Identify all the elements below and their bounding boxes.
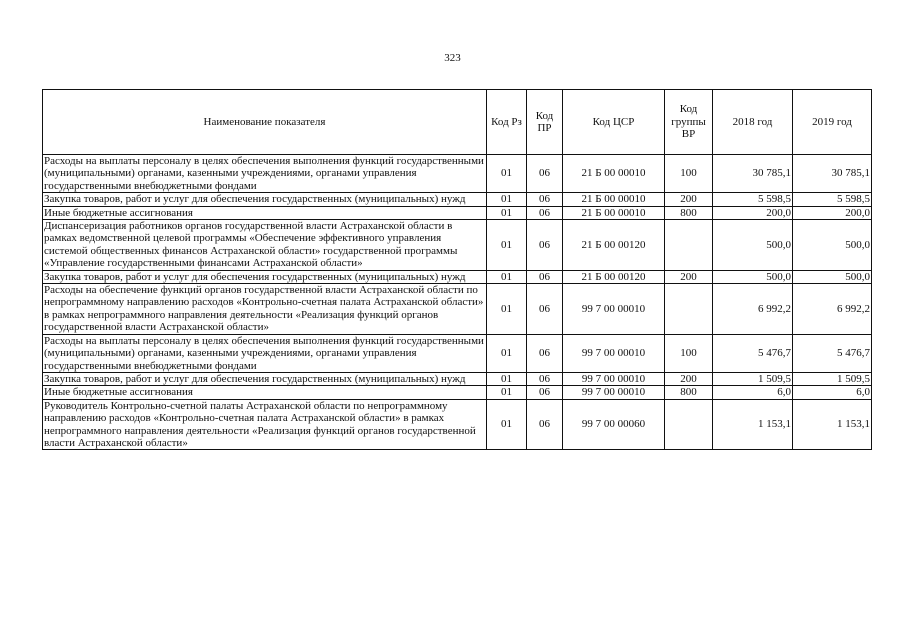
row-rz: 01 [487, 334, 527, 372]
row-csr: 21 Б 00 00120 [563, 220, 665, 271]
row-name: Расходы на выплаты персоналу в целях обеспечения выполнения функций государственными (муниципальными) органами, казенными учреждениями, органами управления государственными внебюджетными фондами [43, 155, 487, 193]
row-rz: 01 [487, 270, 527, 283]
table-row [43, 193, 872, 206]
table-row [43, 220, 872, 271]
row-csr: 99 7 00 00010 [563, 284, 665, 335]
table-header-row [43, 90, 872, 155]
row-2019: 6,0 [793, 386, 872, 399]
row-name: Закупка товаров, работ и услуг для обеспечения государственных (муниципальных) нужд [43, 372, 487, 385]
row-2018: 500,0 [713, 270, 793, 283]
row-name: Расходы на обеспечение функций органов государственной власти Астраханской области по непрограммному направлению расходов «Контрольно-счетная палата Астраханской области» в рамках непрограммного направления деятельности «Реализация функций органов государственной власти Астраханской области» [43, 284, 487, 335]
row-pr: 06 [527, 206, 563, 219]
header-name: Наименование показателя [43, 90, 487, 155]
row-vr: 800 [665, 386, 713, 399]
row-vr: 200 [665, 372, 713, 385]
header-pr: Код ПР [527, 90, 563, 155]
row-vr: 800 [665, 206, 713, 219]
table-row [43, 284, 872, 335]
row-rz: 01 [487, 206, 527, 219]
row-vr: 200 [665, 193, 713, 206]
row-2019: 200,0 [793, 206, 872, 219]
row-2018: 6,0 [713, 386, 793, 399]
row-2018: 6 992,2 [713, 284, 793, 335]
row-name: Руководитель Контрольно-счетной палаты Астраханской области по непрограммному направлению расходов «Контрольно-счетная палата Астраханской области» в рамках непрограммного направления деятельности «Реализация функций органов государственной власти Астраханской области» [43, 399, 487, 450]
header-2019: 2019 год [793, 90, 872, 155]
row-rz: 01 [487, 155, 527, 193]
row-rz: 01 [487, 220, 527, 271]
row-csr: 21 Б 00 00010 [563, 155, 665, 193]
row-name: Иные бюджетные ассигнования [43, 206, 487, 219]
row-2019: 500,0 [793, 220, 872, 271]
row-vr: 100 [665, 334, 713, 372]
row-vr: 100 [665, 155, 713, 193]
row-2019: 1 153,1 [793, 399, 872, 450]
row-csr: 21 Б 00 00120 [563, 270, 665, 283]
header-rz: Код Рз [487, 90, 527, 155]
row-pr: 06 [527, 155, 563, 193]
row-csr: 21 Б 00 00010 [563, 206, 665, 219]
row-rz: 01 [487, 284, 527, 335]
header-csr: Код ЦСР [563, 90, 665, 155]
page-number: 323 [444, 52, 461, 64]
row-pr: 06 [527, 372, 563, 385]
row-vr [665, 220, 713, 271]
row-2019: 6 992,2 [793, 284, 872, 335]
row-rz: 01 [487, 372, 527, 385]
row-2019: 30 785,1 [793, 155, 872, 193]
table-row [43, 155, 872, 193]
row-csr: 99 7 00 00010 [563, 334, 665, 372]
row-name: Иные бюджетные ассигнования [43, 386, 487, 399]
row-2018: 1 153,1 [713, 399, 793, 450]
header-vr: Код группы ВР [665, 90, 713, 155]
table-row [43, 386, 872, 399]
row-2019: 500,0 [793, 270, 872, 283]
row-pr: 06 [527, 220, 563, 271]
row-2018: 1 509,5 [713, 372, 793, 385]
row-2018: 5 476,7 [713, 334, 793, 372]
table-row [43, 206, 872, 219]
row-pr: 06 [527, 399, 563, 450]
row-pr: 06 [527, 270, 563, 283]
row-rz: 01 [487, 399, 527, 450]
table-row [43, 270, 872, 283]
row-rz: 01 [487, 386, 527, 399]
row-csr: 99 7 00 00010 [563, 386, 665, 399]
table-row [43, 334, 872, 372]
budget-table [42, 89, 872, 450]
row-vr: 200 [665, 270, 713, 283]
row-2019: 1 509,5 [793, 372, 872, 385]
row-2018: 500,0 [713, 220, 793, 271]
table-row [43, 399, 872, 450]
row-name: Диспансеризация работников органов государственной власти Астраханской области в рамках ведомственной целевой программы «Обеспечение эффективного управления системой общественных финансов Астраханской области» государственной программы «Управление государственными финансами Астраханской области» [43, 220, 487, 271]
row-name: Закупка товаров, работ и услуг для обеспечения государственных (муниципальных) нужд [43, 193, 487, 206]
row-name: Расходы на выплаты персоналу в целях обеспечения выполнения функций государственными (муниципальными) органами, казенными учреждениями, органами управления государственными внебюджетными фондами [43, 334, 487, 372]
row-2019: 5 598,5 [793, 193, 872, 206]
row-pr: 06 [527, 284, 563, 335]
row-csr: 99 7 00 00010 [563, 372, 665, 385]
row-rz: 01 [487, 193, 527, 206]
row-csr: 99 7 00 00060 [563, 399, 665, 450]
header-2018: 2018 год [713, 90, 793, 155]
row-2018: 30 785,1 [713, 155, 793, 193]
row-pr: 06 [527, 386, 563, 399]
row-pr: 06 [527, 334, 563, 372]
row-name: Закупка товаров, работ и услуг для обеспечения государственных (муниципальных) нужд [43, 270, 487, 283]
row-vr [665, 284, 713, 335]
row-2018: 5 598,5 [713, 193, 793, 206]
row-pr: 06 [527, 193, 563, 206]
row-vr [665, 399, 713, 450]
table-row [43, 372, 872, 385]
row-2018: 200,0 [713, 206, 793, 219]
row-csr: 21 Б 00 00010 [563, 193, 665, 206]
row-2019: 5 476,7 [793, 334, 872, 372]
